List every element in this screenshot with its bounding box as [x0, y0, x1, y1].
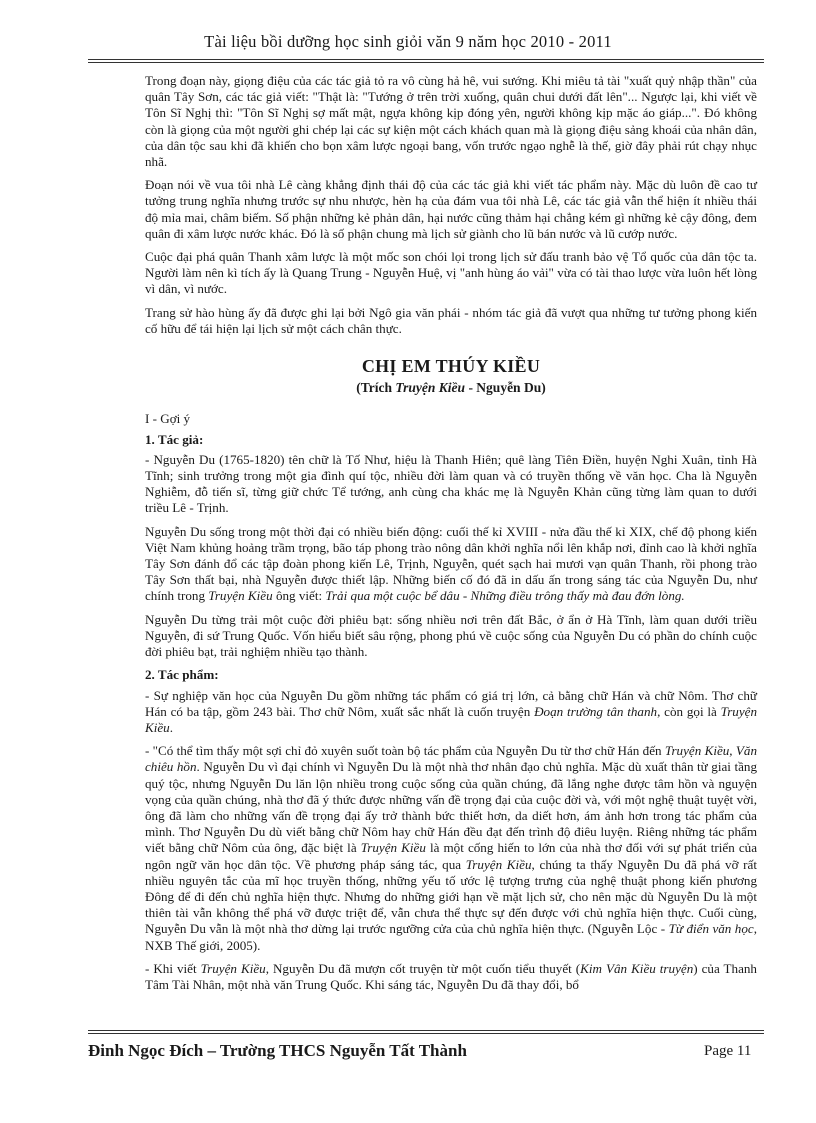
work-title: Truyện Kiều: [200, 960, 266, 976]
section-title: CHỊ EM THÚY KIỀU: [361, 356, 541, 377]
paragraph: [145, 524, 757, 605]
work-title: Truyện Kiều: [208, 588, 273, 604]
footer-author: Đinh Ngọc Đích – Trường THCS Nguyễn Tất Thành: [88, 1041, 467, 1060]
section-guide: I - Gợi ý: [145, 411, 191, 427]
header-divider: [88, 59, 764, 63]
text-run: , Nguyễn Du đã mượn cốt truyện từ một cuốn tiểu thuyết (: [265, 960, 581, 976]
paragraph: [145, 743, 757, 954]
text-run: - "Có thể tìm thấy một sợi chỉ đỏ xuyên suốt toàn bộ tác phẩm của Nguyễn Du từ thơ chữ Hán đến: [145, 743, 665, 759]
page-number: Page 11: [704, 1043, 752, 1059]
subtitle-prefix: (Trích: [356, 380, 396, 396]
paragraph: - Nguyễn Du (1765-1820) tên chữ là Tố Như, hiệu là Thanh Hiên; quê làng Tiên Điền, huyện Nghi Xuân, tỉnh Hà Tĩnh; sinh trưởng trong một gia đình quí tộc, nhiều đời làm quan và có truyền thống về văn học. Cha là Nguyễn Nghiễm, đỗ tiến sĩ, từng giữ chức Tể tướng, anh cùng cha khác mẹ là Nguyễn Khản cũng từng làm quan to dưới triều Lê - Trịnh.: [145, 451, 757, 516]
source-title: Từ điển văn học: [668, 921, 754, 937]
paragraph: [145, 688, 757, 737]
subheading-author: 1. Tác giả:: [145, 431, 204, 447]
text-run: . Nguyễn Du vì đại chính vì Nguyễn Du là một nhà thơ nhân đạo chủ nghĩa. Mặc dù xuất thân từ giai tầng quý tộc, nhưng Nguyễn Du lăn lộn nhiều trong cuộc sống của quần chúng, đã lắng nghe được tâm hồn và nguyện vọng của quần chúng, nhà thơ đã ý thức được những vấn đề trọng đại của cuộc đời và, với một nghệ thuật tuyệt vời, ông đã làm cho những vấn đề trọng đại ấy trở thành bức thiết hơn, da diết hơn, ám ảnh hơn trong tác phẩm của mình. Thơ Nguyễn Du dù viết bằng chữ Nôm hay chữ Hán đều đạt đến trình độ điêu luyện. Riêng những tác phẩm viết bằng chữ Nôm của ông, đặc biệt là: [145, 759, 757, 856]
work-title: Truyện Kiều: [145, 703, 758, 735]
text-run: - Khi viết: [145, 960, 201, 976]
text-run: - Sự nghiệp văn học của Nguyễn Du gồm những tác phẩm có giá trị lớn, cả bằng chữ Hán và chữ Nôm. Thơ chữ Hán có ba tập, gồm 243 bài. Thơ chữ Nôm, xuất sắc nhất là cuốn truyện: [145, 687, 757, 719]
subtitle-work: Truyện Kiều: [395, 380, 466, 396]
work-title: Truyện Kiều, Văn chiêu hồn: [145, 743, 757, 775]
quote: Trải qua một cuộc bể dâu - Những điều trông thấy mà đau đớn lòng.: [325, 588, 685, 604]
work-title: Truyện Kiều: [360, 840, 426, 856]
page-content: [145, 73, 757, 1000]
text-run: , chúng ta thấy Nguyễn Du đã phá vỡ rất nhiều nguyên tắc của mĩ học truyền thống, những yếu tố ước lệ tượng trưng của nghệ thuật phong kiến phương Đông để đi đến chủ nghĩa hiện thực. Nhưng do những giới hạn về mặt lịch sử, cho nên mặc dù Nguyễn Du là một thiên tài vẫn không thể phá vỡ được triệt để, vẫn chưa thể thực sự đến được với chủ nghĩa hiện thực. Cuối cùng, Nguyễn Du vẫn là một nhà thơ dừng lại trước ngưỡng cửa của chủ nghĩa hiện thực. (Nguyễn Lộc -: [145, 856, 757, 937]
work-title: Kim Vân Kiều truyện: [580, 960, 694, 976]
text-run: là một cống hiến to lớn của nhà thơ đối với sự phát triển của ngôn ngữ văn học dân tộc. Về phương pháp sáng tác, qua: [145, 840, 758, 872]
text-run: , NXB Thế giới, 2005).: [145, 921, 757, 953]
text-run: ) của Thanh Tâm Tài Nhân, một nhà văn Trung Quốc. Khi sáng tác, Nguyễn Du đã thay đổi, bổ: [145, 960, 757, 992]
subheading-work: 2. Tác phẩm:: [145, 667, 219, 683]
subtitle-suffix: - Nguyễn Du): [465, 380, 546, 396]
paragraph: Trong đoạn này, giọng điệu của các tác giả tỏ ra vô cùng hả hê, vui sướng. Khi miêu tả tài "xuất quỷ nhập thần" của quân Tây Sơn, các tác giả viết: "Thật là: "Tướng ở trên trời xuống, quân chui dưới đất lên"... Ngược lại, khi viết về Tôn Sĩ Nghị thì: "Tôn Sĩ Nghị sợ mất mật, ngựa không kịp đóng yên, người không kịp mặc áo giáp...". Đó không còn là giọng của một người ghi chép lại các sự kiện một cách khách quan mà là giọng điệu sảng khoái của nhân dân, của dân tộc sau khi đã khiến cho bọn xâm lược ngoại bang, vốn trước ngạo nghễ là thế, giờ đây phải rút chạy nhục nhã.: [145, 73, 757, 170]
paragraph: Đoạn nói về vua tôi nhà Lê càng khẳng định thái độ của các tác giả khi viết tác phẩm này. Mặc dù luôn đề cao tư tưởng trung nghĩa nhưng trước sự nhu nhược, hèn hạ của đám vua tôi nhà Lê, các tác giả vẫn thể hiện ít nhiều thái độ mỉa mai, châm biếm. Số phận những kẻ phản dân, hại nước cũng thảm hại chẳng kém gì những kẻ cậy đông, đem quân đi xâm lược nước khác. Đó là số phận chung mà lịch sử giành cho lũ bán nước và lũ cướp nước.: [145, 177, 757, 241]
text-run: , còn gọi là: [657, 703, 721, 719]
footer-divider: [88, 1030, 764, 1034]
page-header: Tài liệu bồi dưỡng học sinh giỏi văn 9 năm học 2010 - 2011: [204, 32, 612, 51]
text-run: Nguyễn Du sống trong một thời đại có nhiều biến động: cuối thế kỉ XVIII - nửa đầu thế kỉ XIX, chế độ phong kiến Việt Nam khủng hoảng trầm trọng, bão táp phong trào nông dân khởi nghĩa nổi lên khắp nơi, đỉnh cao là khởi nghĩa Tây Sơn đánh đổ các tập đoàn phong kiến Lê, Trịnh, Nguyễn, quét sạch hai mươi vạn quân Thanh, rồi phong trào Tây Sơn thất bại, nhà Nguyễn được thiết lập. Những biến cố đó đã in dấu ấn trong sáng tác của Nguyễn Du, như chính trong: [145, 523, 757, 604]
paragraph: Nguyễn Du từng trải một cuộc đời phiêu bạt: sống nhiều nơi trên đất Bắc, ở ẩn ở Hà Tĩnh, làm quan dưới triều Nguyễn, đi sứ Trung Quốc. Vốn hiểu biết sâu rộng, phong phú về cuộc sống của Nguyễn Du có phần do chính cuộc đời phiêu bạt, trải nghiệm nhiều tạo thành.: [145, 611, 757, 660]
text-run: .: [169, 719, 174, 735]
section-subtitle: [145, 380, 757, 396]
text-run: ông viết:: [272, 588, 326, 604]
work-title: Đoạn trường tân thanh: [534, 703, 658, 719]
paragraph: Trang sử hào hùng ấy đã được ghi lại bởi Ngô gia văn phái - nhóm tác giả đã vượt qua những tư tưởng phong kiến cố hữu để tái hiện lại lịch sử một cách chân thực.: [145, 304, 757, 336]
paragraph: [145, 961, 757, 993]
paragraph: Cuộc đại phá quân Thanh xâm lược là một mốc son chói lọi trong lịch sử đấu tranh bảo vệ Tổ quốc của dân tộc ta. Người làm nên kì tích ấy là Quang Trung - Nguyễn Huệ, vị "anh hùng áo vải" vừa có tài thao lược vừa luôn hết lòng vì dân, vì nước.: [145, 249, 757, 297]
work-title: Truyện Kiều: [465, 856, 532, 872]
